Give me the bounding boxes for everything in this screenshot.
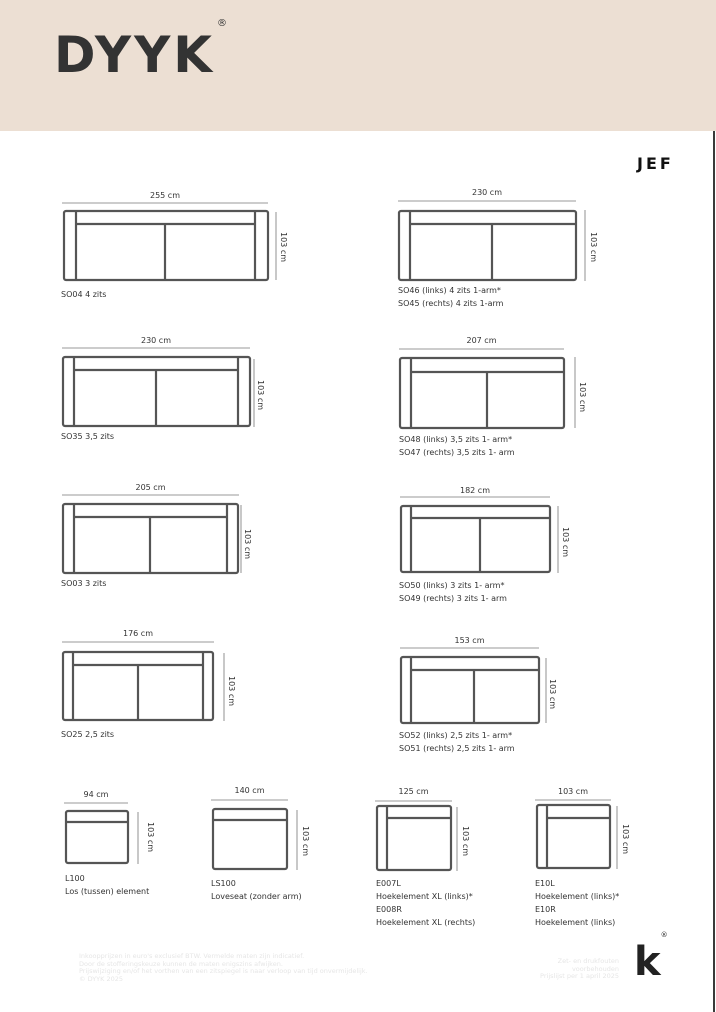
product-label-e10l: E10L Hoekelement (links)* E10R Hoekelement (links) [535,879,620,927]
dim-depth-so46: 103 cm [589,232,598,263]
product-label-so48: SO48 (links) 3,5 zits 1- arm* SO47 (rechts) 3,5 zits 1- arm [399,435,515,457]
dim-depth-e10l: 103 cm [621,824,630,855]
dim-width-so48: 207 cm [466,336,497,345]
dyyk-logo: DYYK® [54,18,228,84]
dim-depth-so25: 103 cm [227,676,236,707]
sofa-drawing-so04 [64,211,268,280]
dim-width-so46: 230 cm [471,188,502,197]
dim-width-so35: 230 cm [140,336,171,345]
dim-width-ls100: 140 cm [234,786,265,795]
sofa-drawing-so52 [401,657,539,723]
k-logo: k® [634,930,668,985]
dim-depth-so35: 103 cm [256,380,265,411]
sofa-drawing-l100 [66,811,128,863]
sofa-drawing-so35 [63,357,250,426]
dim-depth-l100: 103 cm [146,822,155,853]
footer-disclaimer: Inkoopprijzen in euro's exclusief BTW. Vermelde maten zijn indicatief. Door de stofferingskeuze kunnen de maten enigszins afwijken. Prijswijziging en/of het vorthen van een zitspiegel is naar verloop van tijd onvermijdelijk. © DYYK 2025 [79,952,368,983]
dim-depth-so04: 103 cm [279,232,288,263]
dim-width-so04: 255 cm [149,191,180,200]
collection-title: JEF [637,154,674,173]
product-label-so35: SO35 3,5 zits [61,432,115,441]
dim-width-so50: 182 cm [459,486,490,495]
dim-width-e10l: 103 cm [557,787,588,796]
sofa-drawing-e007l [377,806,451,870]
product-label-so46: SO46 (links) 4 zits 1-arm* SO45 (rechts) 4 zits 1-arm [398,286,504,308]
product-label-so03: SO03 3 zits [61,579,107,588]
dim-width-so03: 205 cm [135,483,166,492]
dim-depth-ls100: 103 cm [301,826,310,857]
product-label-l100: L100 Los (tussen) element [65,874,150,896]
sofa-drawing-so46 [399,211,576,280]
dim-depth-so52: 103 cm [548,679,557,710]
dim-depth-so50: 103 cm [561,527,570,558]
product-label-so50: SO50 (links) 3 zits 1- arm* SO49 (rechts) 3 zits 1- arm [399,581,507,603]
footer-pricelist-note: Zet- en drukfouten voorbehouden Prijslijst per 1 april 2025 [540,957,619,980]
product-label-e007l: E007L Hoekelement XL (links)* E008R Hoekelement XL (rechts) [376,879,476,927]
product-label-so25: SO25 2,5 zits [61,730,115,739]
dim-width-so25: 176 cm [122,629,153,638]
sofa-drawing-e10l [537,805,610,868]
sofa-drawing-ls100 [213,809,287,869]
dim-depth-so48: 103 cm [578,382,587,413]
sofa-drawing-so50 [401,506,550,572]
dim-width-e007l: 125 cm [398,787,429,796]
product-label-so04: SO04 4 zits [61,290,107,299]
sofa-drawing-so03 [63,504,238,573]
sofa-drawing-so25 [63,652,213,720]
dim-depth-so03: 103 cm [243,529,252,560]
dim-width-l100: 94 cm [83,790,109,799]
dim-width-so52: 153 cm [454,636,485,645]
product-label-so52: SO52 (links) 2,5 zits 1- arm* SO51 (rechts) 2,5 zits 1- arm [399,731,515,753]
sofa-drawing-so48 [400,358,564,428]
dim-depth-e007l: 103 cm [461,826,470,857]
product-label-ls100: LS100 Loveseat (zonder arm) [211,879,302,901]
